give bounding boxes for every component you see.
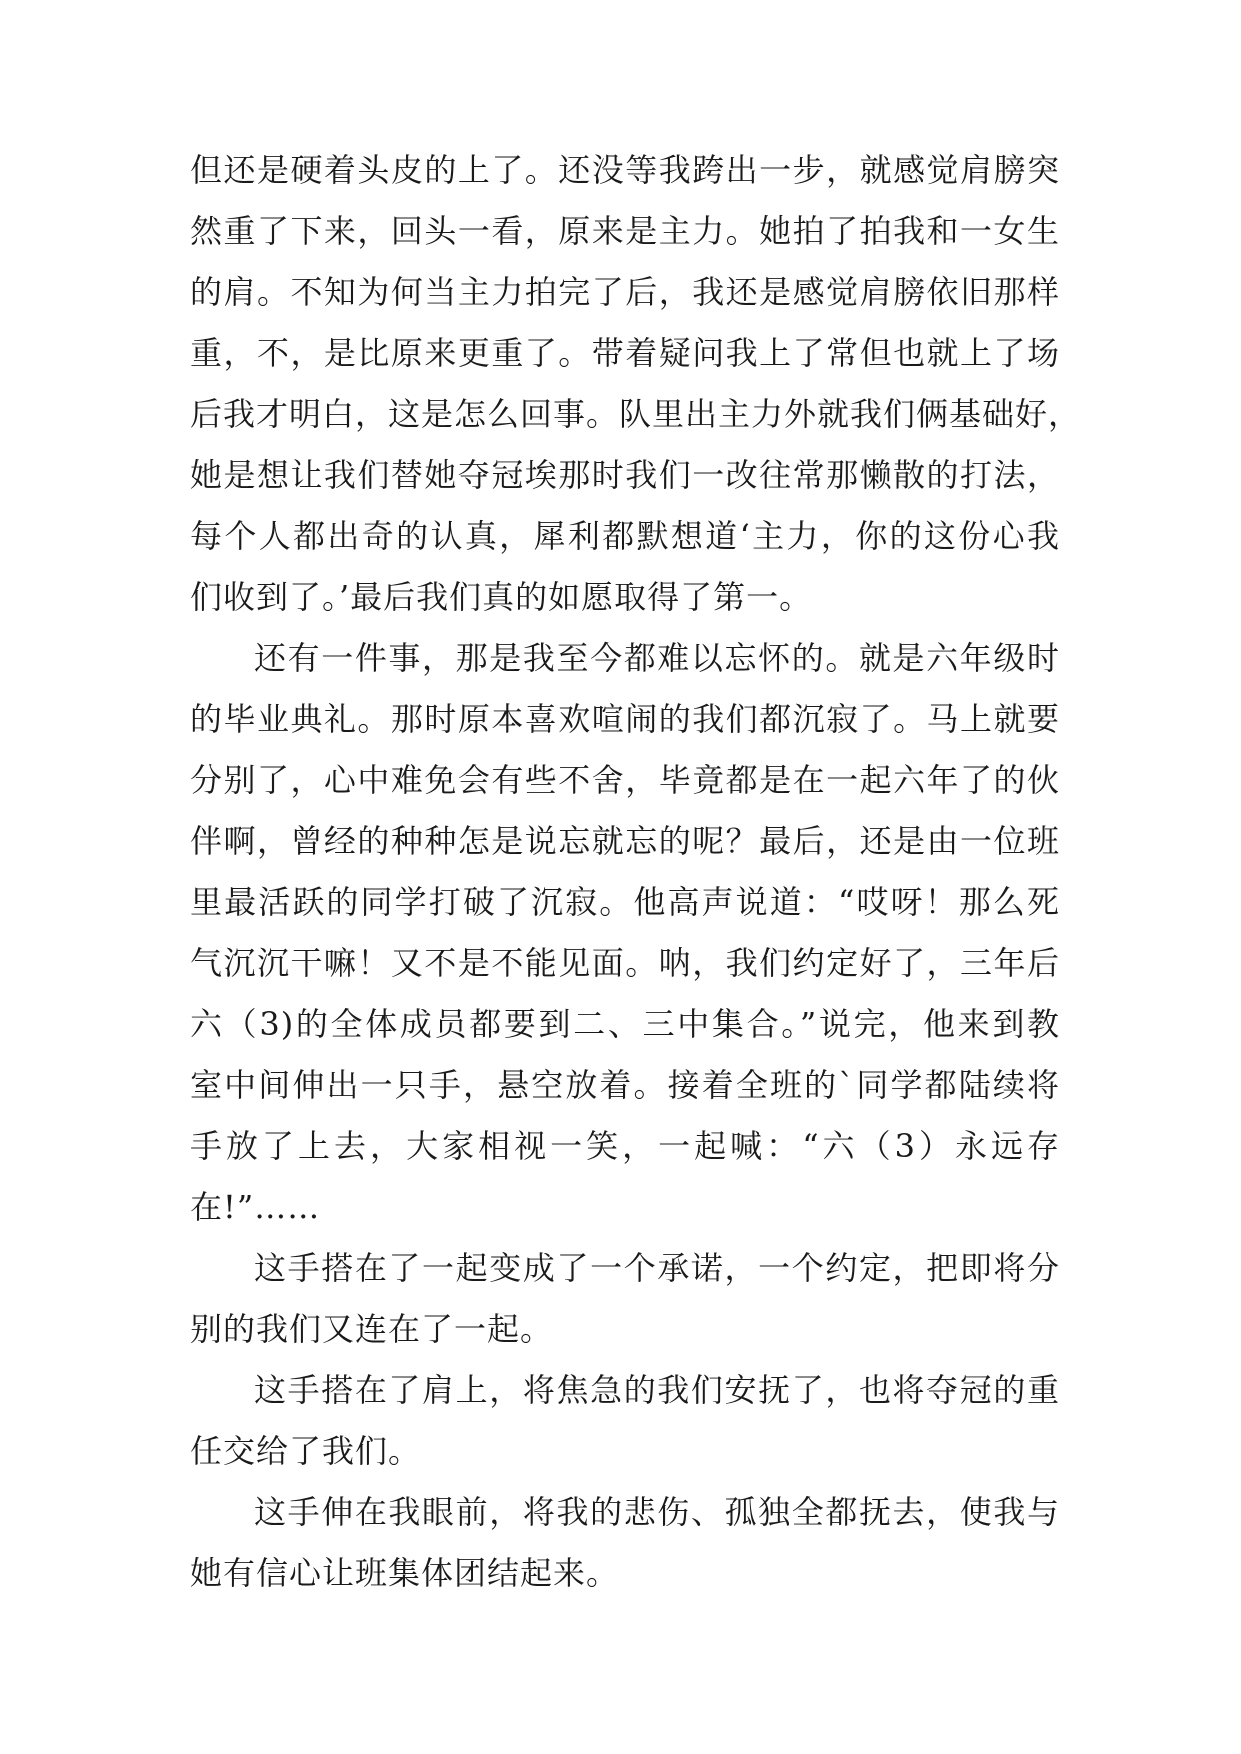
text-line: 重，不，是比原来更重了。带着疑问我上了常但也就上了场 [190,334,1060,372]
text-line: 手放了上去，大家相视一笑，一起喊：“六（3）永远存 [190,1127,1060,1165]
text-line: 她是想让我们替她夺冠埃那时我们一改往常那懒散的打法， [190,456,1060,494]
text-line: 们收到了。’最后我们真的如愿取得了第一。 [190,578,813,616]
text-line: 分别了，心中难免会有些不舍，毕竟都是在一起六年了的伙 [190,761,1060,799]
paragraph-first-line: 这手搭在了肩上，将焦急的我们安抚了，也将夺冠的重 [254,1371,1060,1409]
paragraph-first-line: 这手搭在了一起变成了一个承诺，一个约定，把即将分 [254,1249,1060,1287]
text-line: 里最活跃的同学打破了沉寂。他高声说道：“哎呀！那么死 [190,883,1060,921]
text-line: 每个人都出奇的认真，犀利都默想道‘主力，你的这份心我 [190,517,1060,555]
text-line: 但还是硬着头皮的上了。还没等我跨出一步，就感觉肩膀突 [190,151,1060,189]
text-line: 的肩。不知为何当主力拍完了后，我还是感觉肩膀依旧那样 [190,273,1060,311]
text-line: 在!”…… [190,1188,321,1226]
text-line: 室中间伸出一只手，悬空放着。接着全班的`同学都陆续将 [190,1066,1060,1104]
text-line: 她有信心让班集体团结起来。 [190,1554,620,1592]
paragraph-first-line: 这手伸在我眼前，将我的悲伤、孤独全都抚去，使我与 [254,1493,1060,1531]
text-line: 气沉沉干嘛！又不是不能见面。呐，我们约定好了，三年后 [190,944,1060,982]
text-line: 的毕业典礼。那时原本喜欢喧闹的我们都沉寂了。马上就要 [190,700,1060,738]
text-line: 六（3)的全体成员都要到二、三中集合。”说完，他来到教 [190,1005,1060,1043]
paragraph-first-line: 还有一件事，那是我至今都难以忘怀的。就是六年级时 [254,639,1060,677]
text-line: 然重了下来，回头一看，原来是主力。她拍了拍我和一女生 [190,212,1060,250]
text-line: 后我才明白，这是怎么回事。队里出主力外就我们俩基础好， [190,395,1082,433]
text-line: 伴啊，曾经的种种怎是说忘就忘的呢？最后，还是由一位班 [190,822,1060,860]
text-line: 别的我们又连在了一起。 [190,1310,554,1348]
text-line: 任交给了我们。 [190,1432,422,1470]
